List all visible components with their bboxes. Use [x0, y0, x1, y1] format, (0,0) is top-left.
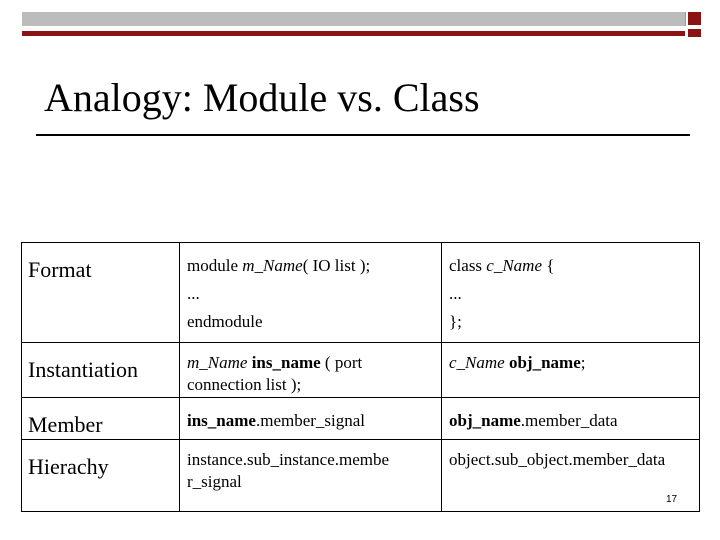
title-rule [36, 134, 690, 136]
member-data: .member_data [520, 410, 618, 430]
instantiation-class-cell [442, 343, 700, 397]
table-row-hierarchy [22, 439, 700, 511]
member-class-cell [442, 397, 700, 439]
hierarchy-module-cell: instance.sub_instance.membe r_signal [180, 439, 442, 511]
hierarchy-class-cell: object.sub_object.member_data [442, 439, 700, 511]
format-class-cell [442, 243, 700, 343]
keyword-endmodule: endmodule [187, 312, 263, 331]
class-name: c_Name [449, 353, 505, 373]
header-bar [22, 12, 686, 26]
close-brace: }; [449, 312, 462, 331]
keyword-class: class [449, 256, 483, 275]
page-number: 17 [666, 494, 678, 505]
member-signal: .member_signal [255, 410, 366, 430]
semicolon: ; [580, 353, 586, 373]
header-accent-line [22, 31, 685, 36]
instantiation-module-cell [180, 343, 442, 397]
comparison-table [21, 242, 700, 512]
corner-square-bottom [688, 29, 701, 37]
table-row-member [22, 397, 700, 439]
slide-title: Analogy: Module vs. Class [44, 75, 480, 120]
table-row-instantiation [22, 343, 700, 397]
ellipsis: ... [449, 284, 462, 303]
object-name: obj_name [449, 410, 521, 430]
open-brace: { [542, 256, 555, 275]
io-list: ( IO list ); [302, 256, 371, 275]
row-label-hierarchy: Hierachy [22, 439, 180, 511]
object-name: obj_name [504, 353, 581, 373]
instance-name: ins_name [187, 410, 256, 430]
class-name: c_Name [482, 256, 543, 275]
table-row-format [22, 243, 700, 343]
row-label-instantiation: Instantiation [22, 343, 180, 397]
corner-square-top [688, 12, 701, 25]
instance-name: ins_name [247, 353, 321, 373]
member-module-cell [180, 397, 442, 439]
module-name: m_Name [187, 353, 248, 373]
row-label-format: Format [22, 243, 180, 343]
row-label-member: Member [22, 397, 180, 439]
format-module-cell [180, 243, 442, 343]
ellipsis: ... [187, 284, 200, 303]
module-name: m_Name [238, 256, 303, 275]
port-connection-list: ( port connection list ); [187, 353, 363, 395]
keyword-module: module [187, 256, 238, 275]
